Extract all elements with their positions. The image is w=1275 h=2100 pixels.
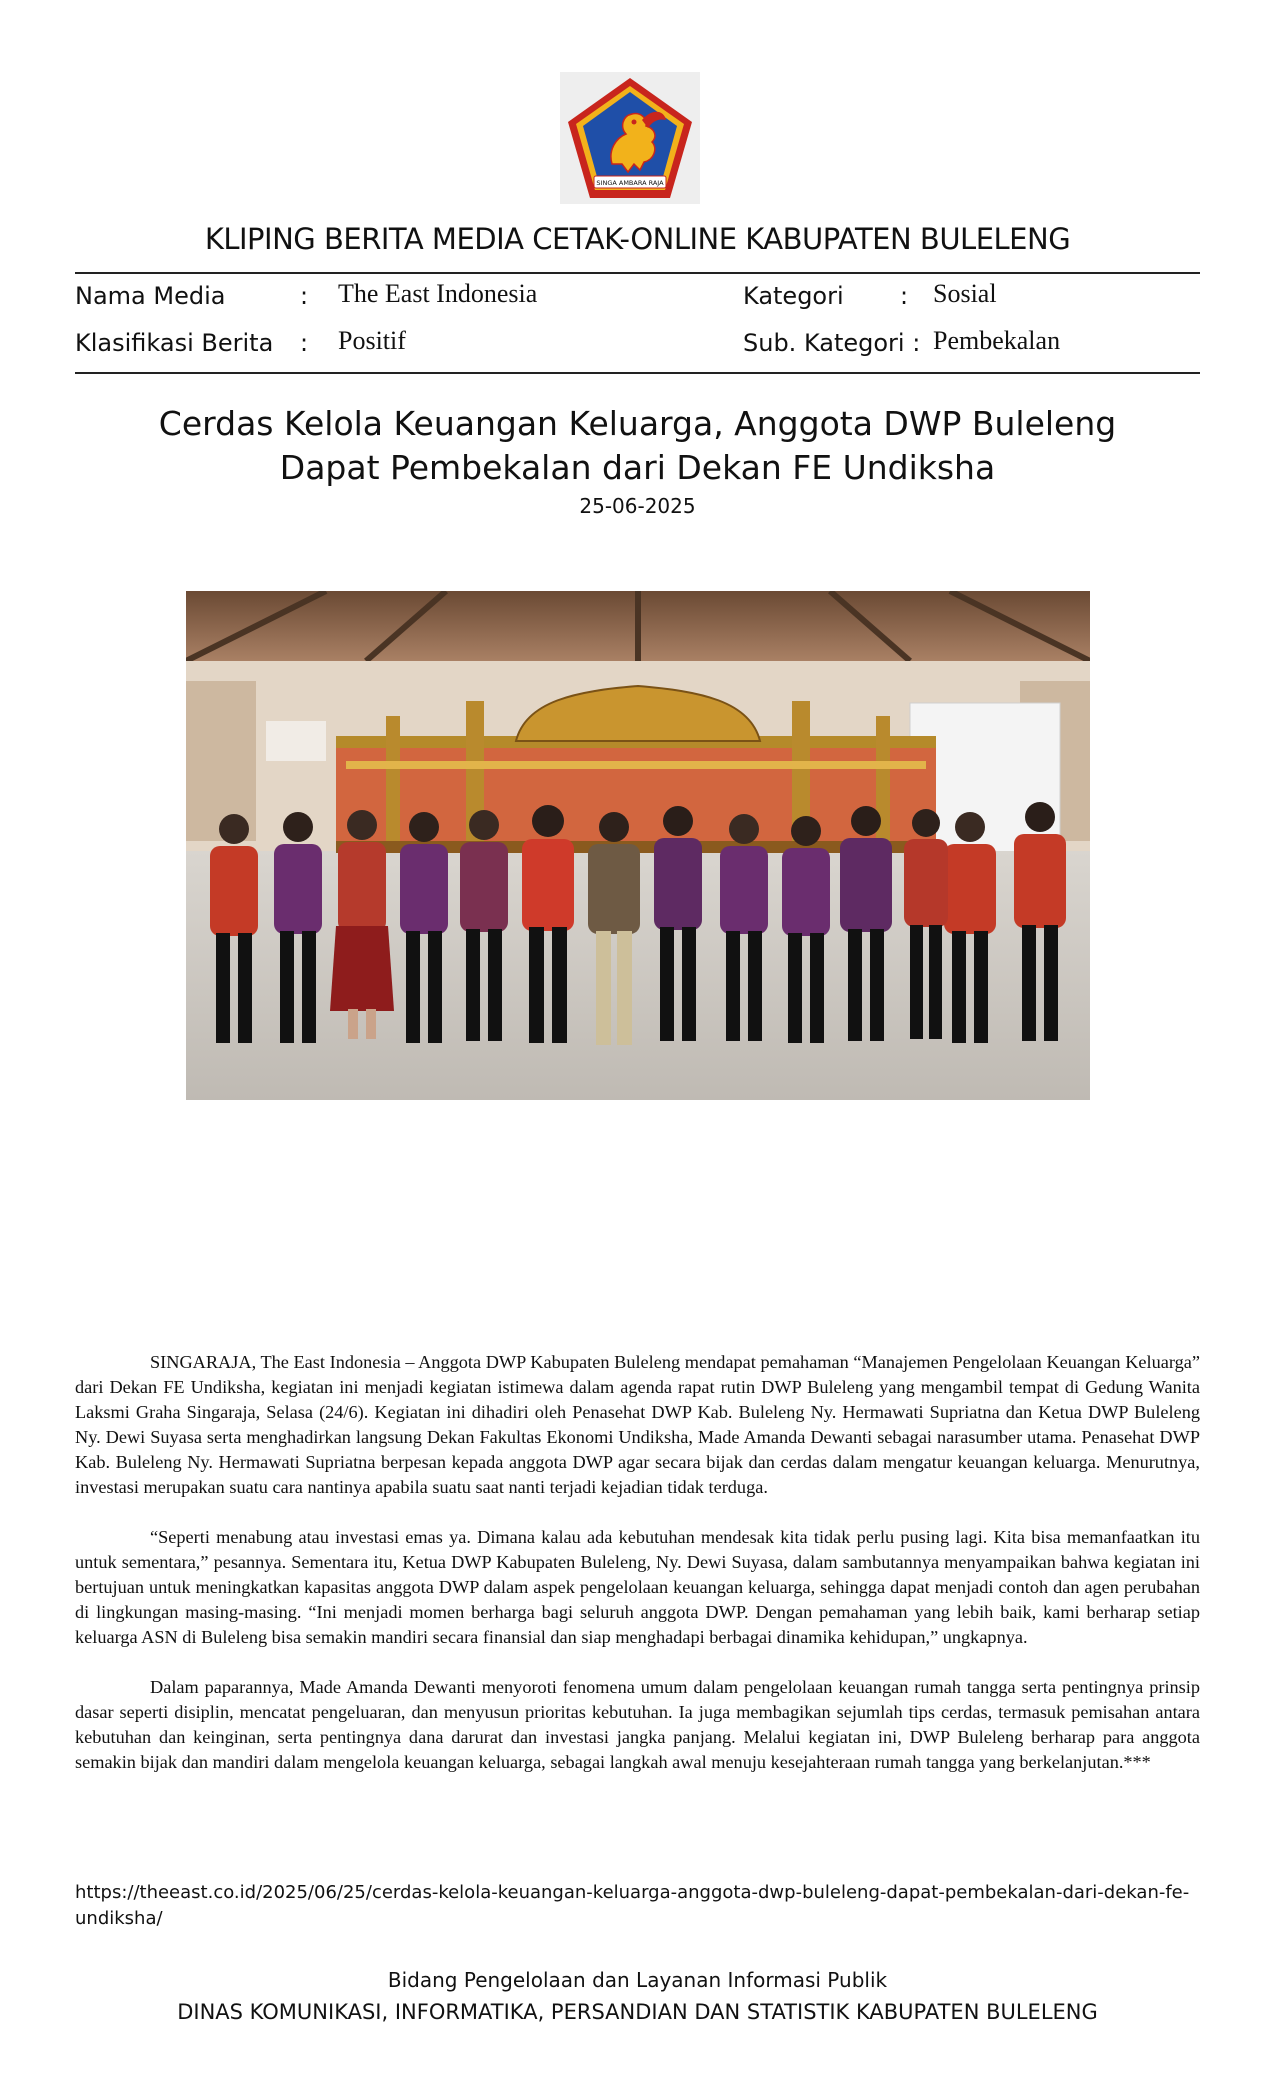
subcategory-label: Sub. Kategori : (743, 329, 921, 357)
article-paragraph-1: SINGARAJA, The East Indonesia – Anggota DWP Kabupaten Buleleng mendapat pemahaman “Manajemen Pengelolaan Keuangan Keluarga” dari Dekan FE Undiksha, kegiatan ini menjadi kegiatan istimewa dalam agenda rapat rutin DWP Buleleng yang mengambil tempat di Gedung Wanita Laksmi Graha Singaraja, Selasa (24/6). Kegiatan ini dihadiri oleh Penasehat DWP Kab. Buleleng Ny. Hermawati Supriatna dan Ketua DWP Buleleng Ny. Dewi Suyasa serta menghadirkan langsung Dekan Fakultas Ekonomi Undiksha, Made Amanda Dewanti sebagai narasumber utama. Penasehat DWP Kab. Buleleng Ny. Hermawati Supriatna berpesan kepada anggota DWP agar secara bijak dan cerdas dalam mengatur keuangan keluarga. Menurutnya, investasi merupakan suatu cara nantinya apabila suatu saat nanti terjadi kejadian tidak terduga. (75, 1352, 1200, 1497)
classification-value: Positif (338, 326, 406, 355)
header-bottom-rule (75, 372, 1200, 374)
media-name-value: The East Indonesia (338, 279, 538, 308)
classification-label: Klasifikasi Berita (75, 329, 274, 357)
article-body (75, 1350, 1200, 1800)
category-value: Sosial (933, 279, 997, 308)
logo-motto: SINGA AMBARA RAJA (596, 179, 664, 187)
footer-division: Bidang Pengelolaan dan Layanan Informasi Publik (387, 1968, 888, 1992)
article-headline (100, 402, 1175, 490)
footer-agency: DINAS KOMUNIKASI, INFORMATIKA, PERSANDIAN DAN STATISTIK KABUPATEN BULELENG (177, 2000, 1098, 2024)
category-colon: : (900, 282, 909, 310)
subcategory-value: Pembekalan (933, 326, 1061, 355)
headline-line-2: Dapat Pembekalan dari Dekan FE Undiksha (279, 448, 996, 487)
article-date: 25-06-2025 (579, 494, 696, 518)
media-name-colon: : (300, 282, 309, 310)
coat-of-arms-icon (560, 72, 700, 204)
group-photo-image (186, 591, 1090, 1100)
regency-logo (560, 72, 700, 204)
clipping-header-title: KLIPING BERITA MEDIA CETAK-ONLINE KABUPATEN BULELENG (204, 222, 1071, 256)
source-link[interactable]: https://theeast.co.id/2025/06/25/cerdas-kelola-keuangan-keluarga-anggota-dwp-buleleng-dapat-pembekalan-dari-dekan-fe-undiksha/ (75, 1882, 1190, 1929)
classification-colon: : (300, 329, 309, 357)
article-paragraph-2: “Seperti menabung atau investasi emas ya. Dimana kalau ada kebutuhan mendesak kita tidak perlu pusing lagi. Kita bisa memanfaatkan itu untuk sementara,” pesannya. Sementara itu, Ketua DWP Kabupaten Buleleng, Ny. Dewi Suyasa, dalam sambutannya menyampaikan bahwa kegiatan ini bertujuan untuk meningkatkan kapasitas anggota DWP dalam aspek pengelolaan keuangan keluarga, sehingga dapat menjadi contoh dan agen perubahan di lingkungan masing-masing. “Ini menjadi momen berharga bagi seluruh anggota DWP. Dengan pemahaman yang lebih baik, kami berharap setiap keluarga ASN di Buleleng bisa semakin mandiri secara finansial dan siap menghadapi berbagai dinamika kehidupan,” ungkapnya. (75, 1527, 1200, 1647)
article-photo (186, 591, 1090, 1100)
article-paragraph-3: Dalam paparannya, Made Amanda Dewanti menyoroti fenomena umum dalam pengelolaan keuangan rumah tangga serta pentingnya prinsip dasar seperti disiplin, mencatat pengeluaran, dan menyusun prioritas kebutuhan. Ia juga membagikan sejumlah tips cerdas, termasuk pemisahan antara kebutuhan dan keinginan, serta pentingnya dana darurat dan investasi jangka panjang. Melalui kegiatan ini, DWP Buleleng berharap para anggota semakin bijak dan mandiri dalam mengelola keuangan keluarga, sebagai langkah awal menuju kesejahteraan rumah tangga yang berkelanjutan.*** (75, 1677, 1200, 1772)
media-name-label: Nama Media (75, 282, 226, 310)
headline-line-1: Cerdas Kelola Keuangan Keluarga, Anggota DWP Buleleng (158, 404, 1117, 443)
header-top-rule (75, 272, 1200, 274)
category-label: Kategori (743, 282, 844, 310)
